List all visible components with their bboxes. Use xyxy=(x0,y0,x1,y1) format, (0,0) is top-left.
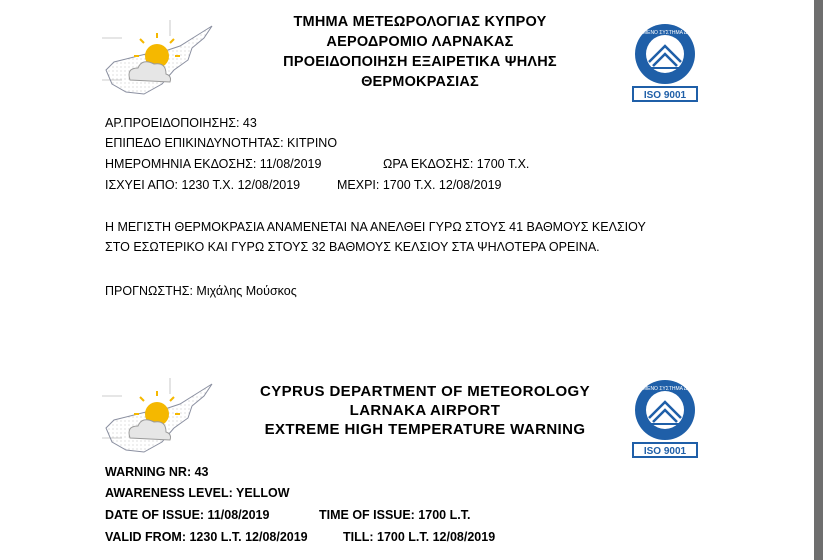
forecaster-label: ΠΡΟΓΝΩΣΤΗΣ: xyxy=(105,284,193,298)
iso-label-en: ISO 9001 xyxy=(643,446,687,457)
english-issue-row xyxy=(105,508,705,522)
english-title-line-3: EXTREME HIGH TEMPERATURE WARNING xyxy=(264,421,586,438)
greek-title-line-1: ΤΜΗΜΑ ΜΕΤΕΩΡΟΛΟΓΙΑΣ ΚΥΠΡΟΥ xyxy=(293,14,547,30)
greek-issue-row xyxy=(105,157,705,171)
english-time-of-issue: TIME OF ISSUE: 1700 L.T. xyxy=(319,508,471,522)
english-validity-row xyxy=(105,530,705,544)
greek-warning-number: ΑΡ.ΠΡΟΕΙΔΟΠΟΙΗΣΗΣ: 43 xyxy=(105,116,257,130)
forecaster-name: Μιχάλης Μούσκος xyxy=(196,284,297,298)
iso-ring-text-en: ΠΙΣΤΟΠΟΙΗΜΕΝΟ ΣΥΣΤΗΜΑ ΔΙΑΧΕΙΡΙΣΗΣ xyxy=(615,386,715,392)
english-awareness-level: AWARENESS LEVEL: YELLOW xyxy=(105,486,290,500)
iso-label: ISO 9001 xyxy=(643,90,687,101)
english-title-line-2: LARNAKA AIRPORT xyxy=(349,402,501,419)
english-till: TILL: 1700 L.T. 12/08/2019 xyxy=(343,530,496,544)
greek-title xyxy=(210,12,630,92)
greek-validity-row xyxy=(105,178,705,192)
greek-forecaster xyxy=(105,284,297,298)
greek-time-of-issue: ΩΡΑ ΕΚΔΟΣΗΣ: 1700 Τ.Χ. xyxy=(383,157,530,171)
greek-valid-from: ΙΣΧΥΕΙ ΑΠΟ: 1230 Τ.Χ. 12/08/2019 xyxy=(105,178,301,192)
greek-awareness-level: ΕΠΙΠΕΔΟ ΕΠΙΚΙΝΔΥΝΟΤΗΤΑΣ: ΚΙΤΡΙΝΟ xyxy=(105,136,338,150)
english-warning-number: WARNING NR: 43 xyxy=(105,465,209,479)
iso-9001-badge-en xyxy=(615,378,715,463)
greek-till: ΜΕΧΡΙ: 1700 Τ.Χ. 12/08/2019 xyxy=(337,178,502,192)
greek-title-line-4: ΘΕΡΜΟΚΡΑΣΙΑΣ xyxy=(361,74,479,90)
greek-date-of-issue: ΗΜΕΡΟΜΗΝΙΑ ΕΚΔΟΣΗΣ: 11/08/2019 xyxy=(105,157,322,171)
greek-body-line-2: ΣΤΟ ΕΣΩΤΕΡΙΚΟ ΚΑΙ ΓΥΡΩ ΣΤΟΥΣ 32 ΒΑΘΜΟΥΣ ΚΕΛΣΙΟΥ ΣΤΑ ΨΗΛΟΤΕΡΑ ΟΡΕΙΝΑ. xyxy=(105,240,600,254)
english-title xyxy=(215,382,635,439)
greek-title-line-3: ΠΡΟΕΙΔΟΠΟΙΗΣΗ ΕΞΑΙΡΕΤΙΚΑ ΨΗΛΗΣ xyxy=(283,54,557,70)
english-valid-from: VALID FROM: 1230 L.T. 12/08/2019 xyxy=(105,530,308,544)
cyprus-weather-logo xyxy=(100,18,220,103)
english-title-line-1: CYPRUS DEPARTMENT OF METEOROLOGY xyxy=(259,383,591,400)
english-date-of-issue: DATE OF ISSUE: 11/08/2019 xyxy=(105,508,270,522)
greek-title-line-2: ΑΕΡΟΔΡΟΜΙΟ ΛΑΡΝΑΚΑΣ xyxy=(326,34,514,50)
iso-ring-text: ΠΙΣΤΟΠΟΙΗΜΕΝΟ ΣΥΣΤΗΜΑ ΔΙΑΧΕΙΡΙΣΗΣ xyxy=(615,30,715,36)
iso-9001-badge xyxy=(615,22,715,107)
cyprus-weather-logo-en xyxy=(100,376,220,461)
greek-body-line-1: Η ΜΕΓΙΣΤΗ ΘΕΡΜΟΚΡΑΣΙΑ ΑΝΑΜΕΝΕΤΑΙ ΝΑ ΑΝΕΛΘΕΙ ΓΥΡΩ ΣΤΟΥΣ 41 ΒΑΘΜΟΥΣ ΚΕΛΣΙΟΥ xyxy=(105,220,646,234)
